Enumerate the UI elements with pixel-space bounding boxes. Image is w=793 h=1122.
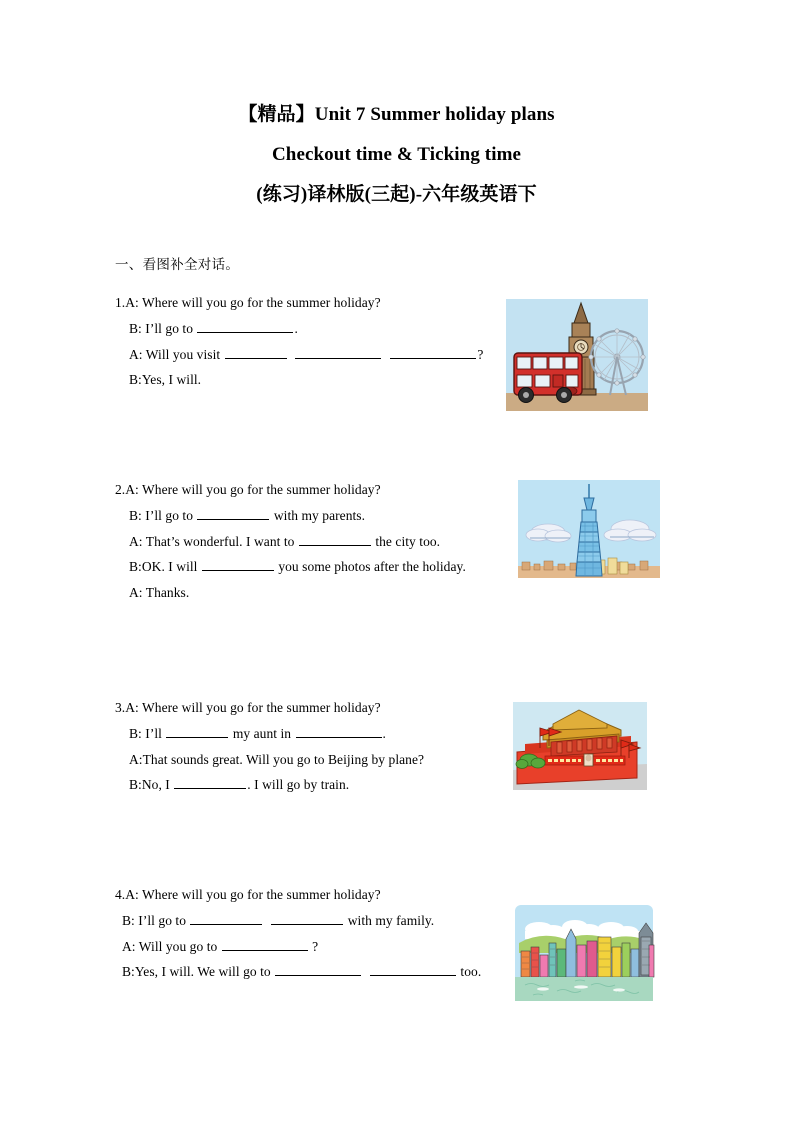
exercise-4-line-3-tail: ?	[308, 938, 319, 954]
exercise-1-line-2-text: B: I’ll go to	[129, 320, 197, 336]
exercise-4-line-3	[115, 934, 515, 960]
exercise-3-line-2-tail: .	[382, 725, 386, 741]
exercise-3-line-2-text: B: I’ll	[129, 725, 166, 741]
title-line-1: 【精品】Unit 7 Summer holiday plans	[238, 104, 555, 125]
exercise-1-line-2-tail: .	[294, 320, 298, 336]
exercise-3-line-3: A:That sounds great. Will you go to Beijing by plane?	[129, 751, 425, 767]
exercise-1-line-3	[115, 342, 515, 368]
exercise-2-line-2-text: B: I’ll go to	[129, 507, 197, 523]
title-line-2: Checkout time & Ticking time	[271, 144, 522, 165]
exercise-3-line-1: 3.A: Where will you go for the summer holiday?	[115, 700, 381, 715]
illustration-taipei	[518, 480, 660, 593]
exercise-4-line-3-text: A: Will you go to	[122, 938, 221, 954]
exercise-2-line-1: 2.A: Where will you go for the summer holiday?	[115, 482, 381, 497]
exercise-1-line-4: B:Yes, I will.	[129, 372, 202, 388]
answer-blank[interactable]	[166, 726, 228, 738]
exercise-2-line-4-text: B:OK. I will	[129, 559, 201, 575]
answer-blank[interactable]	[174, 777, 246, 789]
exercise-2-line-2	[115, 503, 515, 529]
exercise-2-line-3-tail: the city too.	[371, 533, 441, 549]
title-line-3: (练习)译林版(三起)-六年级英语下	[256, 184, 537, 205]
exercise-3-line-2-mid: my aunt in	[229, 725, 295, 741]
illustration-hongkong	[513, 903, 655, 1004]
answer-blank[interactable]	[190, 913, 262, 925]
exercise-1-line-3-text: A: Will you visit	[129, 346, 224, 362]
exercise-2-line-3-text: A: That’s wonderful. I want to	[129, 533, 298, 549]
exercise-4-line-2-text: B: I’ll go to	[122, 912, 190, 928]
exercise-4-line-4-text: B:Yes, I will. We will go to	[122, 964, 275, 980]
exercise-1-line-3-tail: ?	[477, 346, 484, 362]
answer-blank[interactable]	[202, 559, 274, 571]
exercise-3-line-4	[115, 772, 515, 798]
exercise-2-line-4	[115, 554, 515, 580]
answer-blank[interactable]	[271, 913, 343, 925]
answer-blank[interactable]	[197, 321, 293, 333]
page-title	[0, 95, 793, 215]
answer-blank[interactable]	[299, 534, 371, 546]
exercise-1-line-1: 1.A: Where will you go for the summer holiday?	[115, 295, 381, 310]
exercise-2	[115, 477, 515, 606]
exercise-4-line-1: 4.A: Where will you go for the summer holiday?	[115, 887, 381, 902]
exercise-2-line-4-tail: you some photos after the holiday.	[274, 559, 466, 575]
answer-blank[interactable]	[370, 964, 456, 976]
section-heading: 一、看图补全对话。	[115, 257, 240, 272]
exercise-1	[115, 290, 515, 393]
answer-blank[interactable]	[275, 964, 361, 976]
illustration-london	[504, 297, 650, 413]
exercise-4-line-4-tail: too.	[457, 964, 482, 980]
exercise-2-line-2-tail: with my parents.	[270, 507, 366, 523]
exercise-3-line-2	[115, 721, 515, 747]
exercise-4-line-2-tail: with my family.	[344, 912, 435, 928]
answer-blank[interactable]	[222, 939, 308, 951]
exercise-4	[115, 882, 515, 985]
answer-blank[interactable]	[225, 347, 287, 359]
exercise-2-line-5: A: Thanks.	[129, 585, 190, 601]
exercise-3	[115, 695, 515, 798]
answer-blank[interactable]	[390, 347, 476, 359]
exercise-3-line-4-tail: . I will go by train.	[247, 777, 350, 793]
exercise-1-line-2	[115, 316, 515, 342]
exercise-4-line-2	[115, 908, 515, 934]
answer-blank[interactable]	[296, 726, 382, 738]
answer-blank[interactable]	[197, 508, 269, 520]
exercise-3-line-4-text: B:No, I	[129, 777, 174, 793]
exercise-4-line-4	[115, 959, 515, 985]
exercise-2-line-3	[115, 529, 515, 555]
illustration-tiananmen	[509, 698, 651, 798]
answer-blank[interactable]	[295, 347, 381, 359]
